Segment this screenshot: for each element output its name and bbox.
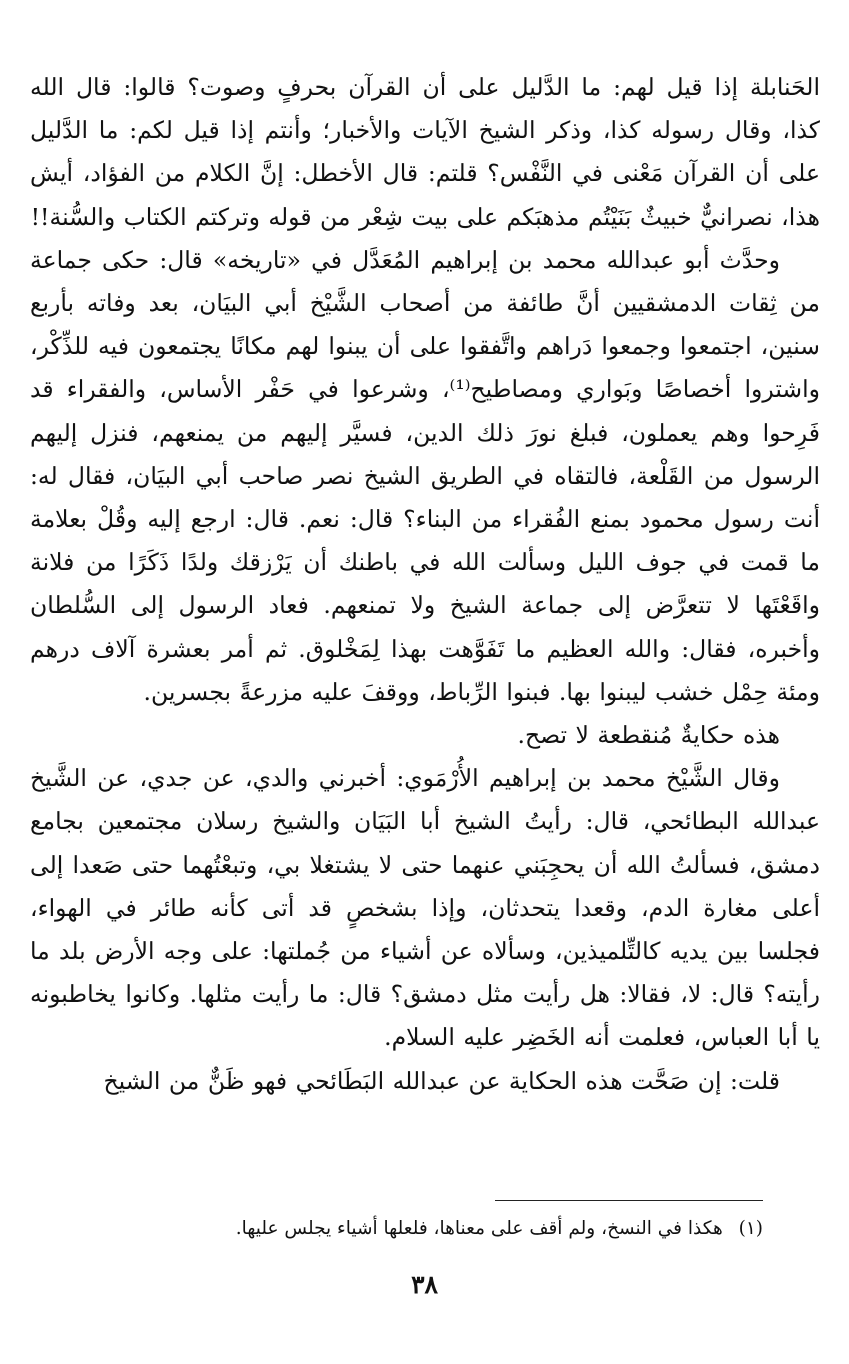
page-body	[30, 66, 820, 1103]
footnote-divider	[495, 1200, 763, 1201]
footnote	[63, 1214, 763, 1244]
paragraph-4: وقال الشَّيْخ محمد بن إبراهيم الأُرْمَوي: أخبرني والدي، عن جدي، عن الشَّيخ عبدالله البطائحي، قال: رأيتُ الشيخ أبا البَيَان والشيخ رسلان مجتمعين بجامع دمشق، فسألتُ الله أن يحجِبَني عنهما حتى لا يشتغلا بي، وتبعْتُهما حتى صَعدا إلى أعلى مغارة الدم، وقعدا يتحدثان، وإذا بشخصٍ قد أتى كأنه طائر في الهواء، فجلسا بين يديه كالتِّلميذين، وسألاه عن أشياء من جُملتها: على وجه الأرض بلد ما رأيته؟ قال: لا، فقالا: هل رأيت مثل دمشق؟ قال: ما رأيت مثلها. وكانوا يخاطبونه يا أبا العباس، فعلمت أنه الخَضِر عليه السلام.	[30, 764, 820, 1052]
footnote-number: (١)	[738, 1218, 763, 1239]
paragraph-3: هذه حكايةٌ مُنقطعة لا تصح.	[517, 721, 780, 750]
paragraph-5: قلت: إن صَحَّت هذه الحكاية عن عبدالله البَطَائحي فهو ظَنٌّ من الشيخ	[103, 1066, 780, 1095]
footnote-text: هكذا في النسخ، ولم أقف على معناها، فلعلها أشياء يجلس عليها.	[235, 1218, 723, 1239]
paragraph-2: وحدَّث أبو عبدالله محمد بن إبراهيم المُعَدَّل في «تاريخه» قال: حكى جماعة من ثِقات الدمشقيين أنَّ طائفة من أصحاب الشَّيْخ أبي البيَان، بعد وفاته بأربع سنين، اجتمعوا وجمعوا دَراهم واتَّفقوا على أن يبنوا لهم مكانًا يجتمعون فيه للذِّكْر، واشتروا أخصاصًا وبَواري ومصاطيح⁽¹⁾، وشرعوا في حَفْر الأساس، والفقراء قد فَرِحوا وهم يعملون، فبلغ نورَ ذلك الدين، فسيَّر إليهم من يمنعهم، فنزل إليهم الرسول من القَلْعة، فالتقاه في الطريق الشيخ نصر صاحب أبي البيَان، فقال له: أنت رسول محمود بمنع الفُقراء من البناء؟ قال: نعم. قال: ارجع إليه وقُلْ بعلامة ما قمت في جوف الليل وسألت الله في باطنك أن يَرْزقك ولدًا ذَكَرًا من فلانة واقَعْتَها لا تتعرَّض إلى جماعة الشيخ ولا تمنعهم. فعاد الرسول إلى السُّلطان وأخبره، فقال: والله العظيم ما تَفَوَّهت بهذا لِمَخْلوق. ثم أمر بعشرة آلاف درهم ومئة حِمْل خشب ليبنوا بها. فبنوا الرِّباط، ووقفَ عليه مزرعةً بجسرين.	[30, 245, 820, 706]
page-number: ٣٨	[411, 1270, 438, 1299]
paragraph-1: الحَنابلة إذا قيل لهم: ما الدَّليل على أن القرآن بحرفٍ وصوت؟ قالوا: قال الله كذا، وقال رسوله كذا، وذكر الشيخ الآيات والأخبار؛ وأنتم إذا قيل لكم: ما الدَّليل على أن القرآن مَعْنى في النَّفْس؟ قلتم: قال الأخطل: إنَّ الكلام من الفؤاد، أيش هذا، نصرانيٌّ خبيثٌ بَنَيْتُم مذهبَكم على بيت شِعْر من قوله وتركتم الكتاب والسُّنة!!	[30, 73, 820, 231]
